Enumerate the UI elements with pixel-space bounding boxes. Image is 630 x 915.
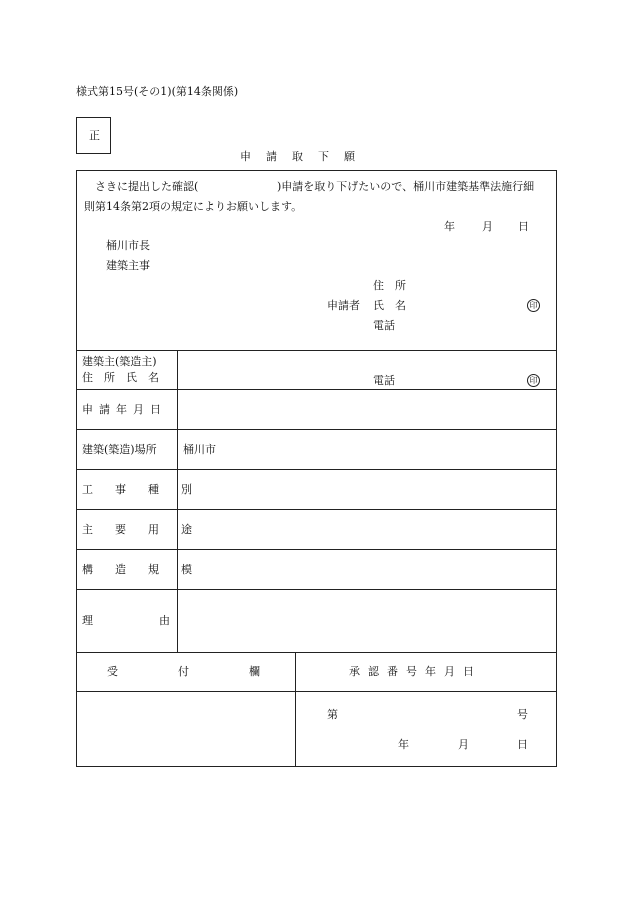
addressee-mayor: 桶川市長 xyxy=(106,239,150,252)
statement-line2: 則第14条第2項の規定によりお願いします。 xyxy=(84,200,303,213)
applicant-label: 申請者 xyxy=(327,299,360,312)
structure-label: 構造規模 xyxy=(82,563,214,576)
owner-seal-mark: 印 xyxy=(527,374,540,387)
row-divider xyxy=(76,691,557,692)
row-divider xyxy=(76,509,557,510)
owner-label-line2: 住 所 氏 名 xyxy=(82,371,159,384)
row-divider xyxy=(76,652,557,653)
approval-year: 年 xyxy=(398,738,409,751)
row-divider xyxy=(76,429,557,430)
statement-date-month: 月 xyxy=(482,220,493,233)
approval-month: 月 xyxy=(458,738,469,751)
label-column-divider xyxy=(177,350,178,652)
apply-date-label: 申請年月日 xyxy=(82,403,167,416)
owner-phone-label: 電話 xyxy=(373,374,395,387)
approval-day: 日 xyxy=(517,738,528,751)
main-use-label: 主要用途 xyxy=(82,523,214,536)
applicant-seal-mark: 印 xyxy=(527,299,540,312)
applicant-address-label: 住 所 xyxy=(373,279,406,292)
original-stamp-box xyxy=(76,117,111,154)
approval-number-prefix: 第 xyxy=(327,708,338,721)
row-divider xyxy=(76,350,557,351)
approval-number-suffix: 号 xyxy=(517,708,528,721)
applicant-name-label: 氏 名 xyxy=(373,299,406,312)
approval-header: 承認番号年月日 xyxy=(349,665,482,678)
row-divider xyxy=(76,549,557,550)
addressee-building-official: 建築主事 xyxy=(106,259,150,272)
original-stamp-label: 正 xyxy=(89,129,100,142)
work-type-label: 工事種別 xyxy=(82,483,214,496)
site-label: 建築(築造)場所 xyxy=(82,443,157,456)
row-divider xyxy=(76,589,557,590)
row-divider xyxy=(76,469,557,470)
reason-label-start: 理 xyxy=(82,614,93,627)
reception-label: 受付欄 xyxy=(107,665,320,678)
site-value: 桶川市 xyxy=(183,443,216,456)
statement-date-year: 年 xyxy=(444,220,455,233)
owner-label-line1: 建築主(築造主) xyxy=(82,355,157,368)
statement-date-day: 日 xyxy=(518,220,529,233)
statement-line1-end: )申請を取り下げたいので、桶川市建築基準法施行細 xyxy=(277,180,535,193)
row-divider xyxy=(76,389,557,390)
page-title: 申 請 取 下 願 xyxy=(240,150,357,163)
statement-line1-start: さきに提出した確認( xyxy=(95,180,199,193)
reason-label-end: 由 xyxy=(159,614,170,627)
form-number: 様式第15号(その1)(第14条関係) xyxy=(76,85,239,98)
applicant-phone-label: 電話 xyxy=(373,319,395,332)
